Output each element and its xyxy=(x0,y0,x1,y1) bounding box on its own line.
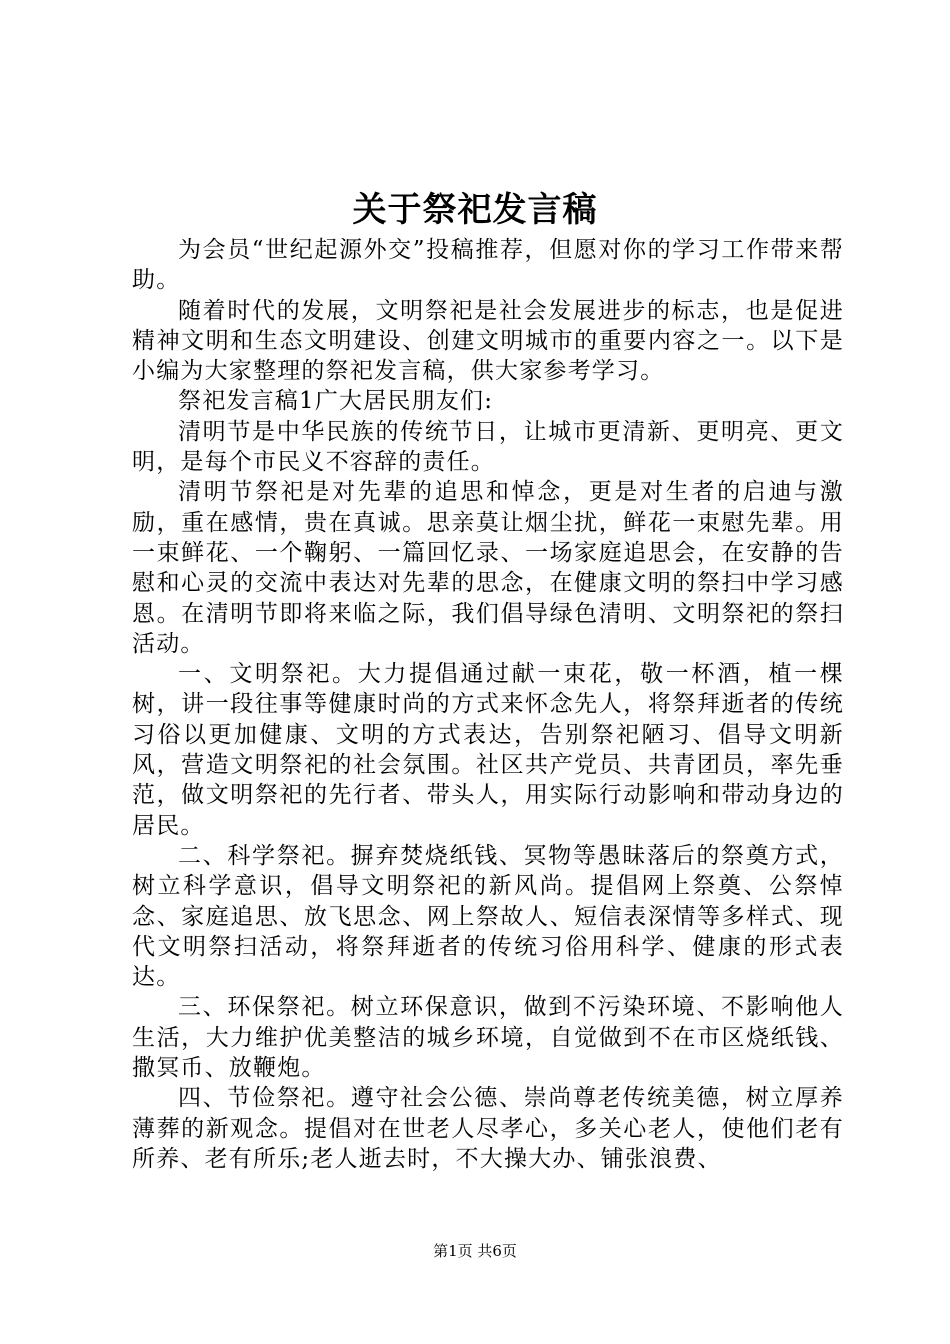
document-body xyxy=(132,235,844,1174)
paragraph: 清明节祭祀是对先辈的追思和悼念，更是对生者的启迪与激励，重在感情，贵在真诚。思亲莫让烟尘扰，鲜花一束慰先辈。用一束鲜花、一个鞠躬、一篇回忆录、一场家庭追思会，在安静的告慰和心灵的交流中表达对先辈的思念，在健康文明的祭扫中学习感恩。在清明节即将来临之际，我们倡导绿色清明、文明祭祀的祭扫活动。 xyxy=(132,479,844,657)
paragraph: 二、科学祭祀。摒弃焚烧纸钱、冥物等愚昧落后的祭奠方式，树立科学意识，倡导文明祭祀的新风尚。提倡网上祭奠、公祭悼念、家庭追思、放飞思念、网上祭故人、短信表深情等多样式、现代文明祭扫活动，将祭拜逝者的传统习俗用科学、健康的形式表达。 xyxy=(132,842,844,991)
paragraph: 祭祀发言稿1广大居民朋友们: xyxy=(178,388,494,415)
paragraph: 随着时代的发展，文明祭祀是社会发展进步的标志，也是促进精神文明和生态文明建设、创建文明城市的重要内容之一。以下是小编为大家整理的祭祀发言稿，供大家参考学习。 xyxy=(132,297,844,385)
paragraph: 三、环保祭祀。树立环保意识，做到不污染环境、不影响他人生活，大力维护优美整洁的城乡环境，自觉做到不在市区烧纸钱、撒冥币、放鞭炮。 xyxy=(132,994,844,1082)
page-footer xyxy=(0,1241,950,1261)
paragraph: 为会员“世纪起源外交”投稿推荐，但愿对你的学习工作带来帮助。 xyxy=(132,237,844,294)
paragraph: 清明节是中华民族的传统节日，让城市更清新、更明亮、更文明，是每个市民义不容辞的责任。 xyxy=(132,418,844,476)
paragraph: 四、节俭祭祀。遵守社会公德、崇尚尊老传统美德，树立厚养薄葬的新观念。提倡对在世老人尽孝心，多关心老人，使他们老有所养、老有所乐;老人逝去时，不大操大办、铺张浪费、 xyxy=(132,1085,844,1172)
page-number: 第1页 共6页 xyxy=(433,1242,517,1260)
paragraph: 一、文明祭祀。大力提倡通过献一束花，敬一杯酒，植一棵树，讲一段往事等健康时尚的方式来怀念先人，将祭拜逝者的传统习俗以更加健康、文明的方式表达，告别祭祀陋习、倡导文明新风，营造文明祭祀的社会氛围。社区共产党员、共青团员，率先垂范，做文明祭祀的先行者、带头人，用实际行动影响和带动身边的居民。 xyxy=(132,661,844,839)
document-title: 关于祭祀发言稿 xyxy=(352,190,598,230)
